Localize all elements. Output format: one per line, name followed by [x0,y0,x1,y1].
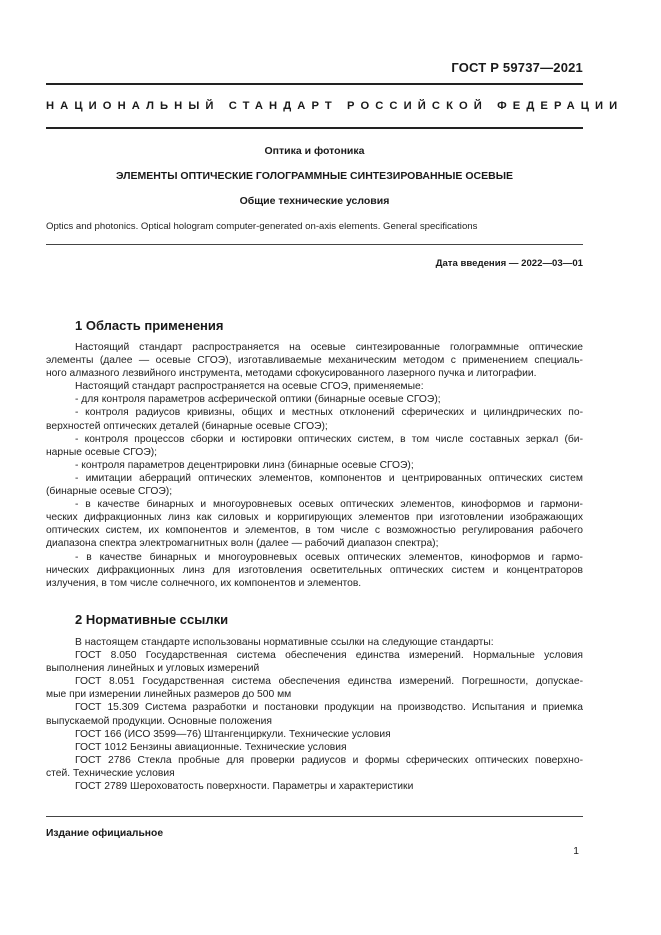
header-divider [46,83,583,85]
section-2-line: ГОСТ 15.309 Система разработки и постановки продукции на производство. Испытания и приемка [75,702,583,714]
section-1-heading: 1 Область применения [75,318,224,333]
section-2-line: ГОСТ 8.050 Государственная система обеспечения единства измерений. Нормальные условия [75,650,583,662]
document-subtitle: Общие технические условия [239,195,390,207]
section-2-line: ГОСТ 1012 Бензины авиационные. Технические условия [75,741,347,753]
section-2-line: В настоящем стандарте использованы нормативные ссылки на следующие стандарты: [75,637,494,648]
section-2-line: ГОСТ 166 (ИСО 3599—76) Штангенциркули. Технические условия [75,728,391,740]
title-block-divider-bottom [46,244,583,245]
section-1-line: оптических систем, их компонентов и элементов, в том числе с возможностью регулирования рабочего [46,525,583,537]
introduction-date: Дата введения — 2022—03—01 [435,258,583,269]
section-1-line: - в качестве бинарных и многоуровневых осевых оптических элементов, киноформов и гармо- [75,551,583,563]
section-1-line: Настоящий стандарт распространяется на осевые СГОЭ, применяемые: [75,381,424,393]
page-number: 1 [573,846,579,857]
national-standard-title: НАЦИОНАЛЬНЫЙ СТАНДАРТ РОССИЙСКОЙ ФЕДЕРАЦИИ [46,100,624,112]
section-2-line: ГОСТ 2789 Шероховатость поверхности. Параметры и характеристики [75,781,414,793]
section-1-line: ного алмазного лезвийного инструмента, методами сфокусированного лазерного пучка и литографии. [46,368,537,380]
section-1-line: - контроля процессов сборки и юстировки оптических систем, в том числе составных зеркал (би- [75,433,583,445]
series-title: Оптика и фотоника [264,145,365,157]
section-2-line: выпускаемой продукции. Основные положения [46,715,272,727]
section-1-line: Настоящий стандарт распространяется на осевые синтезированные голограммные оптические [75,342,583,353]
section-2-line: ГОСТ 2786 Стекла пробные для проверки радиусов и формы сферических оптических поверхно- [75,754,583,766]
section-1-line: - в качестве бинарных и многоуровневых осевых оптических элементов, киноформов и гармони- [75,499,583,511]
section-2-line: мые при измерении линейных размеров до 500 мм [46,689,292,701]
section-1-line: нических дифракционных линз для изготовления осветительных оптических систем и концентраторов [46,564,583,576]
section-2-line: стей. Технические условия [46,767,175,779]
section-1-line: - контроля радиусов кривизны, общих и местных отклонений сферических и цилиндрических по- [75,407,583,419]
section-1-line: нарные осевые СГОЭ); [46,446,158,458]
section-1-line: верхностей оптических деталей (бинарные осевые СГОЭ); [46,420,328,432]
section-1-line: излучения, в том числе солнечного, их компонентов и элементов. [46,577,362,589]
section-1-line: - для контроля параметров асферической оптики (бинарные осевые СГОЭ); [75,394,441,406]
title-block-divider-top [46,127,583,129]
standard-number: ГОСТ Р 59737—2021 [451,60,583,75]
section-2-line: ГОСТ 8.051 Государственная система обеспечения единства измерений. Погрешности, допускае- [75,676,583,688]
section-1-line: - контроля параметров децентрировки линз (бинарные осевые СГОЭ); [75,459,414,471]
section-2-heading: 2 Нормативные ссылки [75,612,229,627]
official-edition-label: Издание официальное [46,828,164,839]
section-1-line: элементы (далее — осевые СГОЭ), изготавливаемые механическим методом с применением специаль- [46,355,583,367]
section-1-line: (бинарные осевые СГОЭ); [46,486,173,498]
section-1-body [46,341,583,590]
section-2-line: выполнения линейных и угловых измерений [46,663,260,675]
section-1-line: диапазона спектра электромагнитных волн (далее — рабочий диапазон спектра); [46,538,439,550]
english-title: Optics and photonics. Optical hologram computer-generated on-axis elements. General specifications [46,221,478,232]
section-1-line: - имитации аберраций оптических элементов, компонентов и центрированных оптических систем [75,472,583,484]
section-1-line: ческих дифракционных линз как силовых и корригирующих элементов при изготовлении изображающих [46,512,583,524]
document-title: ЭЛЕМЕНТЫ ОПТИЧЕСКИЕ ГОЛОГРАММНЫЕ СИНТЕЗИРОВАННЫЕ ОСЕВЫЕ [116,170,513,182]
footer-divider [46,816,583,817]
section-2-body [46,636,583,793]
